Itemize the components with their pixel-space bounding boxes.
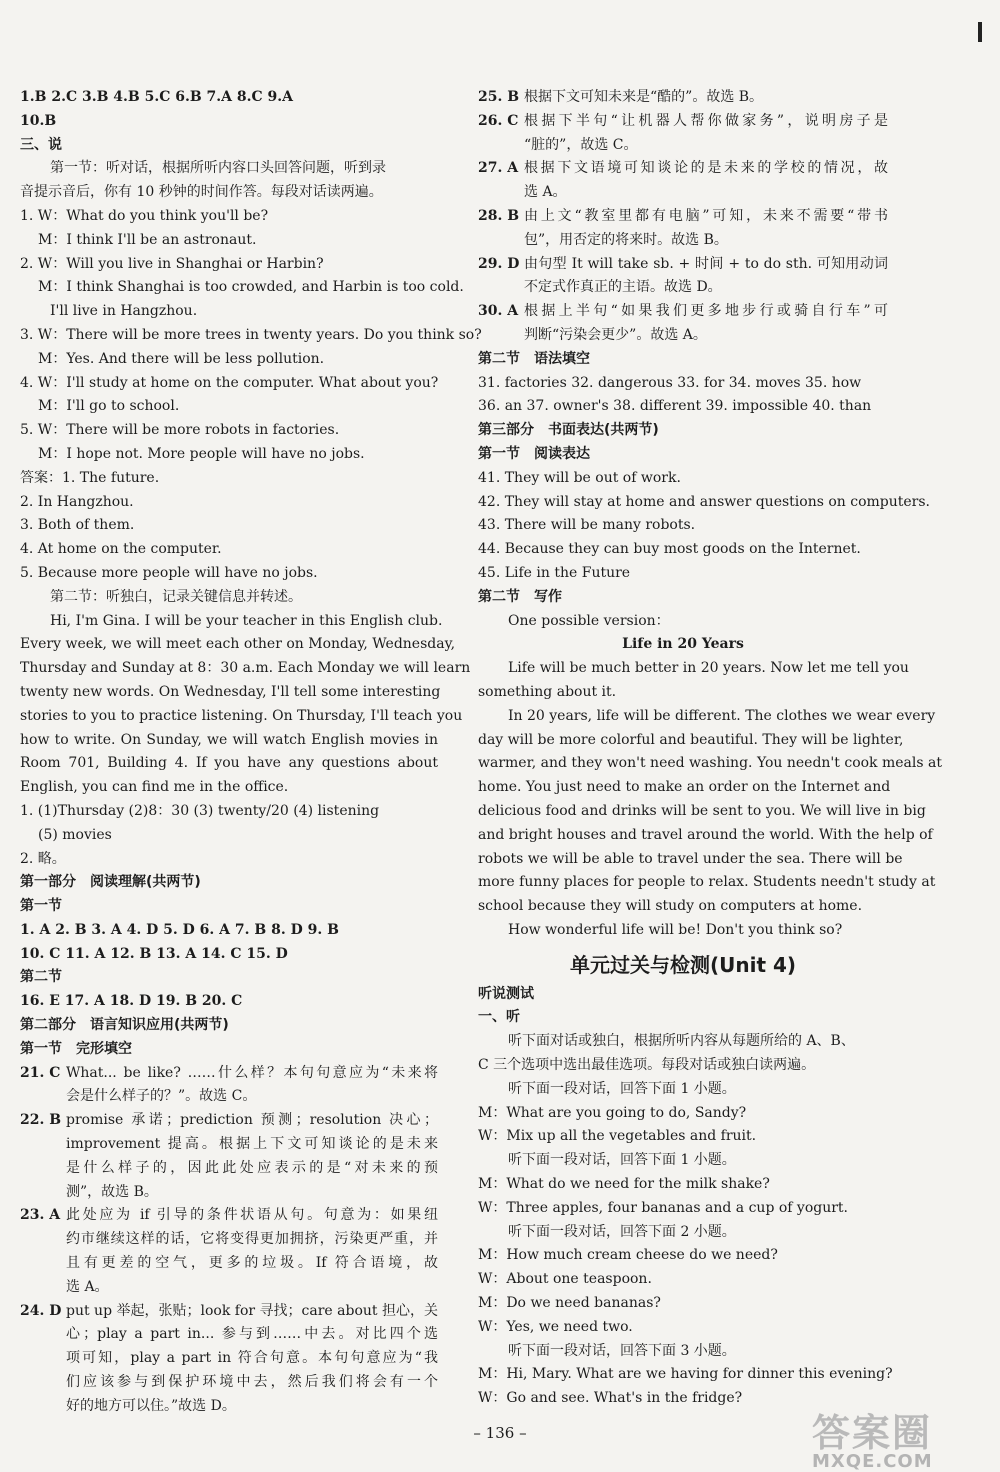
text-line: W：Mix up all the vegetables and fruit. [478, 1128, 757, 1145]
text-line: 听下面一段对话，回答下面 3 小题。 [508, 1342, 736, 1359]
text-line: 第二节：听独白，记录关键信息并转述。 [50, 588, 302, 605]
text-line: 1.B 2.C 3.B 4.B 5.C 6.B 7.A 8.C 9.A [20, 89, 294, 105]
answer-explanation [524, 110, 888, 158]
explanation-line: 由句型 It will take sb. + 时间 + to do sth. 可知用动词 [524, 255, 888, 272]
explanation-line: 不定式作真正的主语。故选 D。 [524, 279, 722, 296]
text-line: robots we will be able to travel under the sea. There will be [478, 850, 903, 867]
text-line: 1. W：What do you think you'll be? [20, 207, 269, 224]
section-heading: 第一节 [20, 898, 62, 915]
unit-title: 单元过关与检测(Unit 4) [569, 952, 797, 977]
answer-item [478, 157, 888, 205]
text-line: W：Yes, we need two. [478, 1318, 633, 1335]
text-line: Thursday and Sunday at 8：30 a.m. Each Monday we will learn [20, 660, 471, 677]
answer-number: 25. B [478, 89, 520, 105]
text-line: how to write. On Sunday, we will watch English movies in [20, 731, 438, 748]
watermark [812, 1402, 992, 1472]
answer-explanation [66, 1109, 438, 1204]
text-line: Room 701, Building 4. If you have any questions about [20, 755, 438, 772]
text-line: 41. They will be out of work. [478, 469, 681, 486]
text-line: 44. Because they can buy most goods on the Internet. [478, 541, 861, 558]
text-line: 三、说 [20, 136, 62, 153]
text-line: M：What are you going to do, Sandy? [478, 1104, 747, 1121]
section-heading: 第二节 语法填空 [478, 350, 590, 367]
explanation-line: 会是什么样子的？”。故选 C。 [66, 1088, 257, 1105]
text-line: W：About one teaspoon. [478, 1271, 652, 1288]
text-line: W：Three apples, four bananas and a cup of yogurt. [478, 1199, 849, 1216]
section-heading: 一、听 [478, 1009, 520, 1026]
page-corner-mark [978, 22, 982, 42]
text-line: M：Yes. And there will be less pollution. [38, 350, 325, 367]
text-line: 听下面对话或独白，根据所听内容从每题所给的 A、B、 [508, 1033, 855, 1050]
text-line: 5. W：There will be more robots in factories. [20, 422, 340, 439]
explanation-line: improvement 提高。根据上下文可知谈论的是未来 [66, 1136, 438, 1153]
answer-item [478, 205, 888, 253]
answer-item [478, 300, 888, 348]
text-line: 音提示音后，你有 10 秒钟的时间作答。每段对话读两遍。 [20, 184, 383, 201]
text-line: 16. E 17. A 18. D 19. B 20. C [20, 993, 243, 1010]
explanation-line: What... be like? ……什么样？本句句意应为“未来将 [66, 1064, 438, 1081]
explanation-line: 心；play a part in... 参与到……中去。对比四个选 [66, 1326, 438, 1343]
watermark-logo: 答案圈 [812, 1411, 933, 1455]
text-line: M：I'll go to school. [38, 398, 180, 415]
text-line: 45. Life in the Future [478, 564, 631, 581]
answer-number: 21. C [20, 1064, 61, 1081]
text-line: 听下面一段对话，回答下面 2 小题。 [508, 1223, 736, 1240]
answer-number: 24. D [20, 1302, 62, 1319]
text-line: 3. W：There will be more trees in twenty years. Do you think so? [20, 326, 482, 343]
text-line: 第一节：听对话，根据所听内容口头回答问题，听到录 [50, 160, 386, 177]
text-line: M：I think I'll be an astronaut. [38, 231, 257, 248]
section-heading: 第一节 完形填空 [20, 1040, 132, 1057]
answer-explanation [524, 86, 888, 110]
watermark-url: MXQE.COM [812, 1451, 933, 1472]
answer-explanation [524, 253, 888, 301]
text-line: C 三个选项中选出最佳选项。每段对话或独白读两遍。 [478, 1057, 816, 1074]
answer-number: 22. B [20, 1112, 62, 1129]
text-line: 5. Because more people will have no jobs. [20, 564, 318, 581]
explanation-line: put up 举起，张贴；look for 寻找；care about 担心，关 [66, 1302, 438, 1319]
answer-item [478, 110, 888, 158]
explanation-line: 选 A。 [524, 184, 567, 201]
answer-number: 29. D [478, 255, 520, 272]
section-heading: 第二部分 语言知识应用(共两节) [20, 1017, 229, 1034]
text-line: 1. (1)Thursday (2)8：30 (3) twenty/20 (4) listening [20, 802, 380, 819]
text-line: warmer, and they won't need washing. You needn't cook meals at [478, 755, 942, 772]
explanation-line: 由上文“教室里都有电脑”可知，未来不需要“带书 [524, 207, 888, 224]
text-line: 4. At home on the computer. [20, 541, 222, 558]
section-heading: 第一部分 阅读理解(共两节) [20, 874, 201, 891]
text-line: delicious food and drinks will be sent to you. We will live in big [478, 802, 926, 819]
section-heading: 听说测试 [478, 985, 534, 1002]
text-line: 听下面一段对话，回答下面 1 小题。 [508, 1080, 736, 1097]
answer-item [478, 86, 888, 110]
explanation-line: 且有更差的空气，更多的垃圾。If 符合语境，故 [66, 1255, 438, 1272]
explanation-line: 根据上半句“如果我们更多地步行或骑自行车”可 [524, 303, 888, 320]
text-line: twenty new words. On Wednesday, I'll tell some interesting [20, 683, 441, 700]
section-heading: 第三部分 书面表达(共两节) [478, 422, 659, 439]
text-line: M：What do we need for the milk shake? [478, 1176, 770, 1193]
text-line: Life in 20 Years [622, 636, 744, 653]
text-line: M：I think Shanghai is too crowded, and Harbin is too cold. [38, 279, 464, 296]
text-line: M：How much cream cheese do we need? [478, 1247, 778, 1264]
answer-explanation [524, 205, 888, 253]
explanation-line: promise 承诺；prediction 预测；resolution 决心； [66, 1112, 438, 1129]
left-column [20, 86, 482, 1419]
text-line: day will be more colorful and beautiful. They will be lighter, [478, 731, 904, 748]
page-number: – 136 – [473, 1424, 527, 1442]
text-line: more funny places for people to relax. Students needn't study at [478, 874, 936, 891]
answer-item [20, 1204, 438, 1299]
text-line: 听下面一段对话，回答下面 1 小题。 [508, 1152, 736, 1169]
text-line: M：I hope not. More people will have no jobs. [38, 445, 365, 462]
text-line: 42. They will stay at home and answer questions on computers. [478, 493, 930, 510]
text-line: English, you can find me in the office. [20, 779, 289, 796]
explanation-line: 包”，用否定的将来时。故选 B。 [524, 231, 728, 248]
explanation-line: 是什么样子的，因此此处应表示的是“对未来的预 [66, 1159, 438, 1176]
text-line: 3. Both of them. [20, 517, 135, 534]
explanation-line: “脏的”，故选 C。 [524, 136, 638, 153]
explanation-line: 选 A。 [66, 1278, 109, 1295]
explanation-line: 项可知，play a part in 符合句意。本句句意应为“我 [66, 1350, 438, 1367]
text-line: and bright houses and travel around the world. With the help of [478, 826, 933, 843]
answer-number: 27. A [478, 160, 519, 177]
explanation-line: 根据下文语境可知谈论的是未来的学校的情况，故 [524, 160, 888, 177]
text-line: 2. W：Will you live in Shanghai or Harbin? [20, 255, 324, 272]
section-heading: 第二节 写作 [478, 588, 562, 605]
text-line: Every week, we will meet each other on Monday, Wednesday, [20, 636, 456, 653]
answer-item [478, 253, 888, 301]
text-line: One possible version： [508, 612, 670, 629]
answer-item [20, 1062, 438, 1110]
explanation-line: 测”，故选 B。 [66, 1183, 158, 1200]
text-line: school because they will study on computers at home. [478, 898, 863, 915]
section-heading: 第二节 [20, 969, 62, 986]
text-line: 2. In Hangzhou. [20, 493, 134, 510]
text-line: I'll live in Hangzhou. [50, 303, 198, 320]
answer-number: 28. B [478, 207, 520, 224]
answer-explanation [524, 157, 888, 205]
text-line: home. You just need to make an order on the Internet and [478, 779, 891, 796]
text-line: 31. factories 32. dangerous 33. for 34. moves 35. how [478, 374, 862, 391]
answer-number: 26. C [478, 112, 519, 129]
text-line: 36. an 37. owner's 38. different 39. impossible 40. than [478, 398, 872, 415]
text-line: W：Go and see. What's in the fridge? [478, 1390, 743, 1407]
explanation-line: 此处应为 if 引导的条件状语从句。句意为：如果纽 [66, 1207, 438, 1224]
text-line: M：Do we need bananas? [478, 1295, 661, 1312]
text-line: 1. A 2. B 3. A 4. D 5. D 6. A 7. B 8. D 9. B [20, 921, 339, 938]
explanation-line: 根据下半句“让机器人帮你做家务”，说明房子是 [524, 112, 888, 129]
text-line: stories to you to practice listening. On Thursday, I'll teach you [20, 707, 463, 724]
text-line: How wonderful life will be! Don't you think so? [508, 921, 843, 938]
text-line: 10. C 11. A 12. B 13. A 14. C 15. D [20, 945, 288, 962]
text-line: 2. 略。 [20, 850, 66, 867]
text-line: M：Hi, Mary. What are we having for dinner this evening? [478, 1366, 893, 1383]
text-line: 4. W：I'll study at home on the computer. What about you? [20, 374, 439, 391]
text-line: 10.B [20, 112, 57, 129]
text-line: 答案：1. The future. [20, 469, 160, 486]
explanation-line: 约市继续这样的话，它将变得更加拥挤，污染更严重，并 [66, 1231, 438, 1248]
answer-number: 30. A [478, 303, 519, 320]
answer-explanation [66, 1062, 438, 1110]
answer-explanation [66, 1300, 438, 1419]
text-line: In 20 years, life will be different. The clothes we wear every [508, 707, 936, 724]
explanation-line: 们应该参与到保护环境中去，然后我们将会有一个 [66, 1374, 438, 1391]
answer-item [20, 1109, 438, 1204]
answer-item [20, 1300, 438, 1419]
text-line: something about it. [478, 683, 617, 700]
right-column [478, 86, 942, 1411]
text-line: Life will be much better in 20 years. Now let me tell you [508, 660, 909, 677]
explanation-line: 判断“污染会更少”。故选 A。 [524, 326, 707, 343]
text-line: (5) movies [38, 826, 112, 843]
answer-explanation [524, 300, 888, 348]
answer-number: 23. A [20, 1207, 61, 1224]
explanation-line: 根据下文可知未来是“酷的”。故选 B。 [524, 89, 764, 105]
explanation-line: 好的地方可以住。”故选 D。 [66, 1397, 236, 1414]
text-line: 43. There will be many robots. [478, 517, 696, 534]
text-line: Hi, I'm Gina. I will be your teacher in this English club. [50, 612, 443, 629]
section-heading: 第一节 阅读表达 [478, 445, 590, 462]
answer-explanation [66, 1204, 438, 1299]
